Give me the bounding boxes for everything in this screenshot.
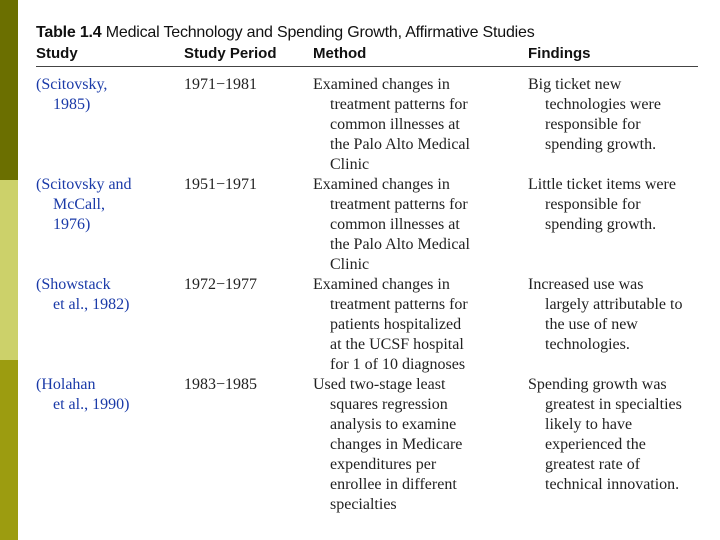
row-3-study: (Showstack et al., 1982)	[36, 276, 130, 313]
row-2-method: Examined changes in treatment patterns for common illnesses at the Palo Alto Medical Clinic	[313, 176, 470, 273]
row-4-method: Used two-stage least squares regression analysis to examine changes in Medicare expenditures per enrollee in different specialties	[313, 376, 463, 513]
header-study: Study	[36, 45, 78, 62]
row-3-period: 1972−1977	[184, 276, 258, 293]
row-3-findings: Increased use was largely attributable to the use of new technologies.	[528, 276, 683, 353]
row-4-study: (Holahan et al., 1990)	[36, 376, 130, 413]
row-1-findings: Big ticket new technologies were responsible for spending growth.	[528, 76, 661, 153]
header-findings: Findings	[528, 45, 591, 62]
table-number: Table 1.4	[36, 24, 102, 41]
sidebar-segment-dark	[0, 0, 18, 180]
row-2-study: (Scitovsky and McCall, 1976)	[36, 176, 132, 233]
row-1-period: 1971−1981	[184, 76, 258, 93]
sidebar-accent	[0, 0, 18, 540]
sidebar-segment-light	[0, 180, 18, 360]
table-title	[36, 24, 535, 42]
header-method: Method	[313, 45, 367, 62]
table-title-text: Medical Technology and Spending Growth, Affirmative Studies	[105, 24, 535, 41]
row-2-period: 1951−1971	[184, 176, 258, 193]
row-2-findings: Little ticket items were responsible for spending growth.	[528, 176, 676, 233]
row-4-period: 1983−1985	[184, 376, 258, 393]
row-1-method: Examined changes in treatment patterns for common illnesses at the Palo Alto Medical Clinic	[313, 76, 470, 173]
row-4-findings: Spending growth was greatest in specialties likely to have experienced the greatest rate of technical innovation.	[528, 376, 682, 493]
header-study-period: Study Period	[184, 45, 277, 62]
sidebar-segment-mid	[0, 360, 18, 540]
header-rule	[36, 66, 698, 67]
row-3-method: Examined changes in treatment patterns for patients hospitalized at the UCSF hospital for 1 of 10 diagnoses	[313, 276, 468, 373]
row-1-study: (Scitovsky, 1985)	[36, 76, 108, 113]
